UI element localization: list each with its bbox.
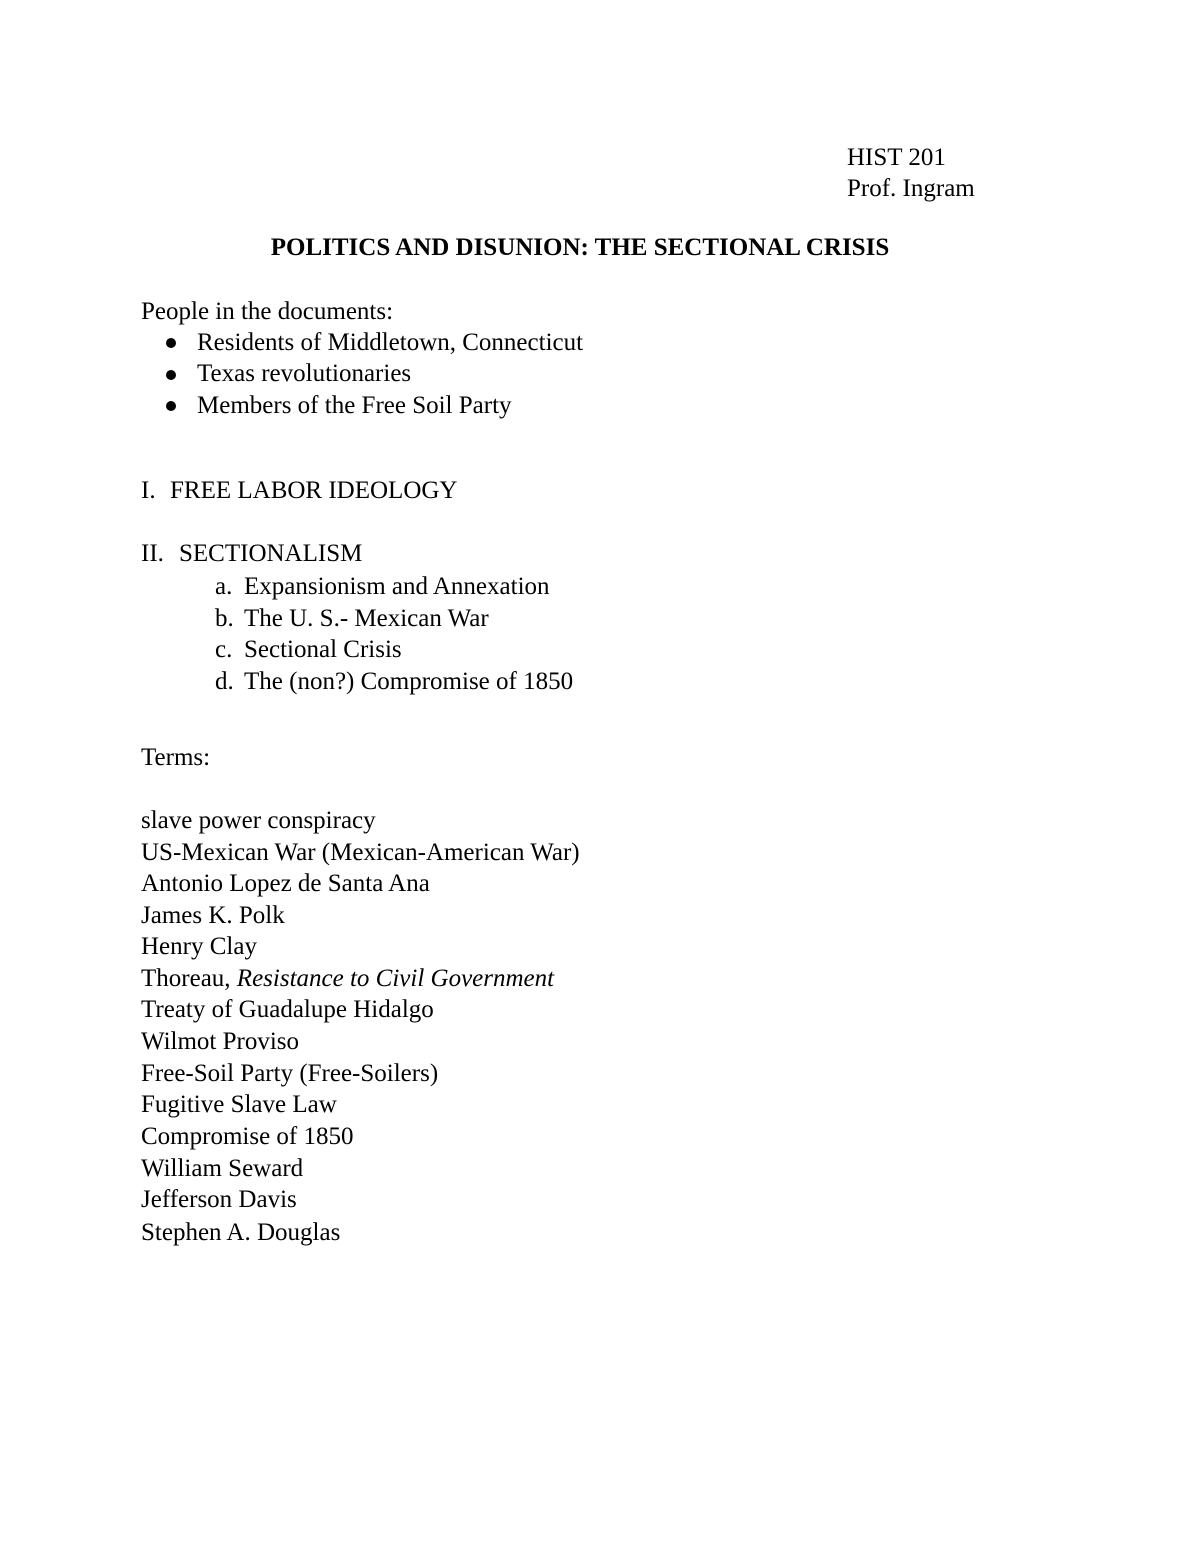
outline-subitem-marker: b. (215, 605, 234, 632)
outline-section-label: SECTIONALISM (179, 540, 363, 567)
term-item: Antonio Lopez de Santa Ana (141, 870, 430, 897)
term-item: US-Mexican War (Mexican-American War) (141, 839, 580, 866)
outline-subitem: The U. S.- Mexican War (244, 605, 489, 632)
term-item: Compromise of 1850 (141, 1123, 354, 1150)
professor-name: Prof. Ingram (847, 175, 975, 202)
term-item: Thoreau, (141, 965, 231, 992)
term-item: Henry Clay (141, 933, 257, 960)
term-item: Jefferson Davis (141, 1186, 297, 1213)
term-item: James K. Polk (141, 902, 285, 929)
bullet-icon (166, 370, 176, 380)
outline-subitem: Expansionism and Annexation (244, 573, 550, 600)
term-item: Treaty of Guadalupe Hidalgo (141, 996, 434, 1023)
term-work-title: Resistance to Civil Government (236, 965, 555, 992)
term-item: Free-Soil Party (Free-Soilers) (141, 1060, 439, 1087)
term-item: Wilmot Proviso (141, 1028, 300, 1055)
people-item: Members of the Free Soil Party (197, 392, 512, 419)
people-item: Residents of Middletown, Connecticut (197, 329, 584, 356)
outline-subitem: Sectional Crisis (244, 636, 402, 663)
course-code: HIST 201 (847, 144, 946, 171)
outline-subitem: The (non?) Compromise of 1850 (244, 668, 574, 695)
outline-subitem-marker: c. (215, 636, 233, 663)
outline-numeral: I. (141, 477, 156, 504)
term-item: William Seward (141, 1155, 304, 1182)
document-title: POLITICS AND DISUNION: THE SECTIONAL CRISIS (270, 234, 890, 261)
outline-numeral: II. (141, 540, 164, 567)
term-item-thoreau (141, 964, 554, 994)
term-item: slave power conspiracy (141, 807, 376, 834)
outline-section-label: FREE LABOR IDEOLOGY (170, 477, 458, 504)
outline-subitem-marker: d. (215, 668, 234, 695)
bullet-icon (166, 338, 176, 348)
people-heading: People in the documents: (141, 298, 394, 325)
term-item: Stephen A. Douglas (141, 1219, 341, 1246)
term-item: Fugitive Slave Law (141, 1091, 337, 1118)
people-item: Texas revolutionaries (197, 360, 412, 387)
outline-subitem-marker: a. (215, 573, 233, 600)
terms-heading: Terms: (141, 744, 211, 771)
bullet-icon (166, 401, 176, 411)
